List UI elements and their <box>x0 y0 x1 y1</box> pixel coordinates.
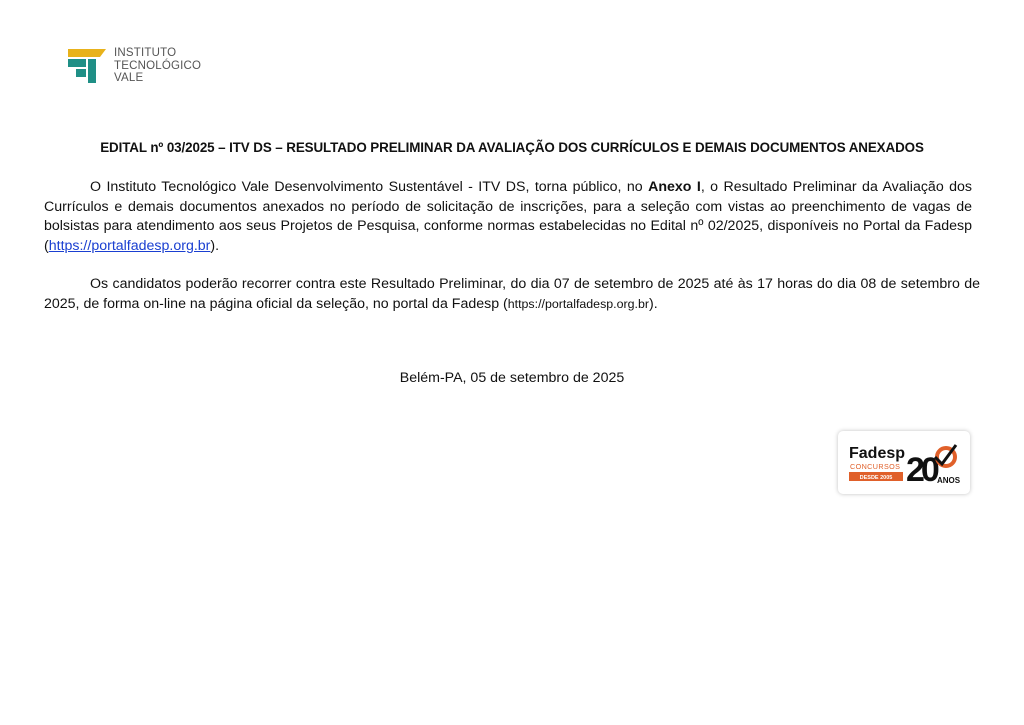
itv-logo-line-1: INSTITUTO <box>114 47 177 59</box>
itv-logo <box>66 47 216 87</box>
fadesp-sub: CONCURSOS <box>850 462 901 471</box>
itv-logo-line-3: VALE <box>114 72 144 85</box>
p1-text-end: ). <box>210 237 220 254</box>
p2-text: Os candidatos poderão recorrer contra este Resultado Preliminar, do dia 07 de setembro de 2025 até às 17 horas do dia 08 de setembro de 2025, de forma on-line na página oficial da seleção, no portal da Fadesp ( <box>44 276 980 312</box>
fadesp-name: Fadesp <box>849 445 906 462</box>
portal-url-text: https://portalfadesp.org.br <box>507 296 649 311</box>
p1-text-before: O Instituto Tecnológico Vale Desenvolvimento Sustentável - ITV DS, torna público, no <box>90 179 649 195</box>
p1-text-after: , o Resultado Preliminar da Avaliação dos Currículos e demais documentos anexados no período de solicitação de inscrições, para a seleção com vistas ao preenchimento de vagas de bolsistas para atendimento aos seus Projetos de Pesquisa, conforme normas estabelecidas no Edital nº 02/2025, disponíveis no Portal da Fadesp ( <box>44 179 973 254</box>
itv-logo-text <box>114 47 201 85</box>
portal-fadesp-link[interactable]: https://portalfadesp.org.br <box>48 237 211 254</box>
paragraph-appeal <box>44 275 980 314</box>
document-title: EDITAL nº 03/2025 – ITV DS – RESULTADO PRELIMINAR DA AVALIAÇÃO DOS CURRÍCULOS E DEMAIS DOCUMENTOS ANEXADOS <box>100 140 924 155</box>
itv-logo-icon <box>66 47 110 87</box>
itv-logo-line-2: TECNOLÓGICO <box>114 59 202 72</box>
fadesp-since: DESDE 2005 <box>859 475 893 481</box>
paragraph-announcement <box>44 178 972 256</box>
annex-label: Anexo I <box>648 179 701 195</box>
fadesp-20-number: 20 <box>906 451 936 489</box>
fadesp-logo-graphic <box>838 431 970 494</box>
fadesp-20-anos-logo <box>838 431 970 494</box>
p2-text-end: ). <box>648 295 658 312</box>
place-date: Belém-PA, 05 de setembro de 2025 <box>399 370 625 386</box>
fadesp-anos: ANOS <box>937 476 961 485</box>
